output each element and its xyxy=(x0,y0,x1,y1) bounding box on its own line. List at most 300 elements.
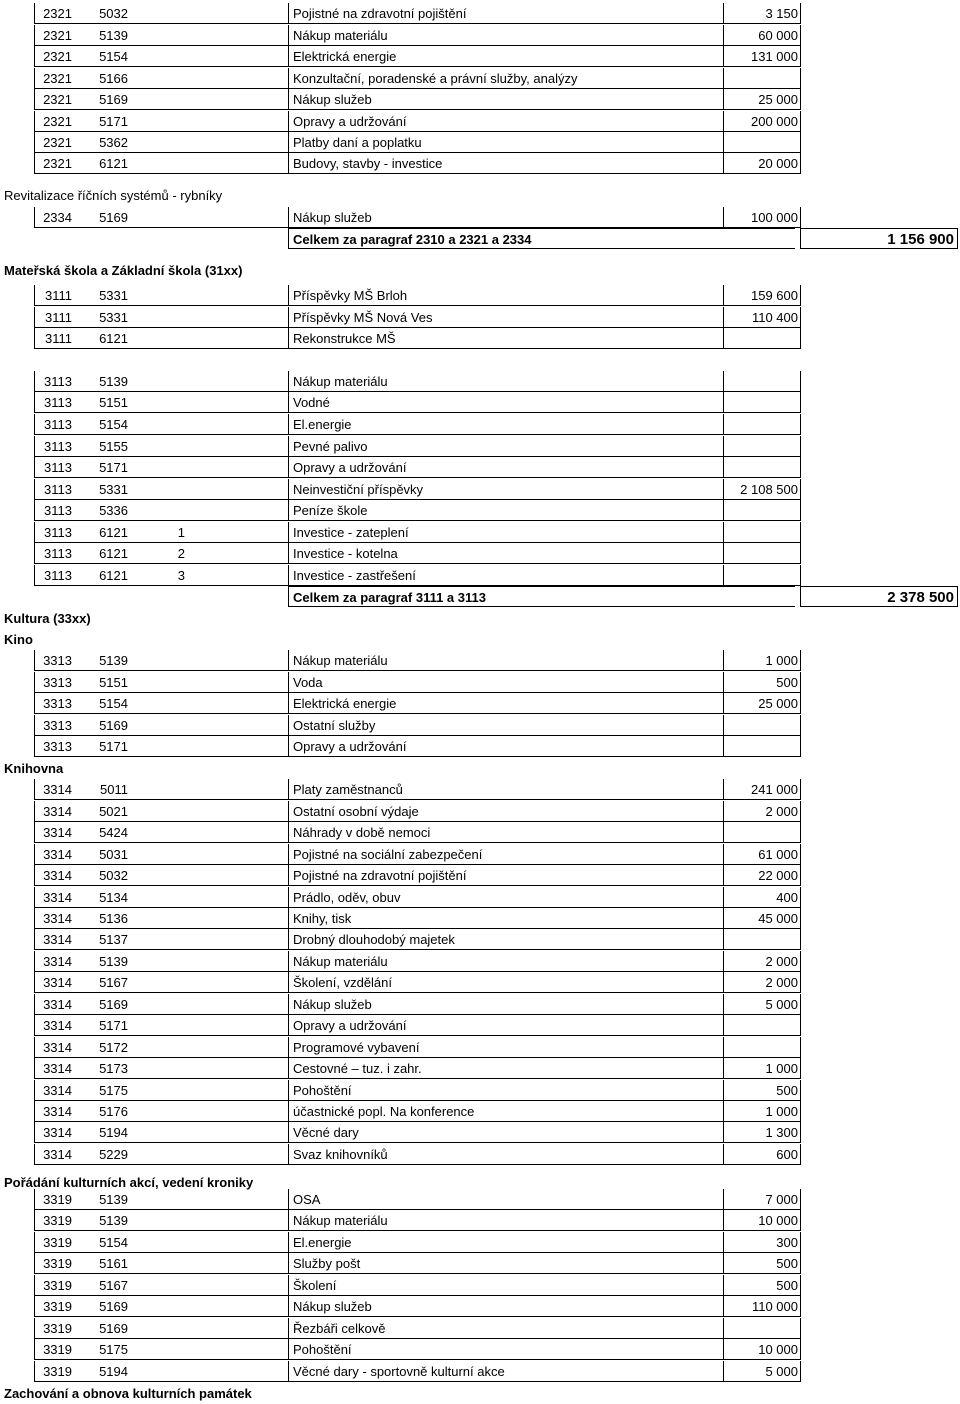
description-cell: Budovy, stavby - investice xyxy=(288,153,723,174)
amount-cell xyxy=(723,715,800,736)
description-cell: Platby daní a poplatku xyxy=(288,132,723,153)
description-cell: Opravy a udržování xyxy=(288,1015,723,1036)
amount-cell xyxy=(723,457,800,478)
item-code-cell: 6121 xyxy=(99,568,128,583)
org-cell xyxy=(128,132,185,153)
paragraph-cell: 3113 xyxy=(34,436,72,457)
org-cell: 2 xyxy=(177,546,185,561)
description-cell: Nákup služeb xyxy=(288,207,723,228)
table-row xyxy=(0,1296,960,1317)
paragraph-cell: 2334 xyxy=(34,207,72,228)
paragraph-cell: 3319 xyxy=(34,1232,72,1253)
description-cell: Nákup materiálu xyxy=(288,25,723,46)
item-code-cell: 5032 xyxy=(99,868,128,883)
table-row xyxy=(0,392,960,413)
amount-cell xyxy=(723,543,800,564)
item-code-cell: 5171 xyxy=(99,114,128,129)
description-cell: Investice - zastřešení xyxy=(288,565,723,586)
paragraph-cell: 3313 xyxy=(34,736,72,757)
item-code-cell: 5167 xyxy=(99,975,128,990)
paragraph-cell: 3113 xyxy=(34,371,72,392)
paragraph-cell: 3313 xyxy=(34,715,72,736)
item-code-cell: 5154 xyxy=(99,417,128,432)
table-row xyxy=(0,1080,960,1101)
amount-cell: 1 000 xyxy=(723,650,800,671)
item-code-cell: 5172 xyxy=(99,1040,128,1055)
paragraph-cell: 2321 xyxy=(34,89,72,110)
section-heading: Knihovna xyxy=(4,761,64,776)
description-cell: Ostatní osobní výdaje xyxy=(288,801,723,822)
org-cell xyxy=(128,822,185,843)
item-code-cell: 5171 xyxy=(99,460,128,475)
description-cell: Pojistné na sociální zabezpečení xyxy=(288,844,723,865)
amount-cell: 100 000 xyxy=(723,207,800,228)
amount-cell: 400 xyxy=(723,887,800,908)
paragraph-cell: 3314 xyxy=(34,994,72,1015)
org-cell xyxy=(128,307,185,328)
org-cell xyxy=(128,1122,185,1143)
table-row xyxy=(0,89,960,110)
table-row xyxy=(0,68,960,89)
description-cell: Pohoštění xyxy=(288,1339,723,1360)
description-cell: Řezbáři celkově xyxy=(288,1318,723,1339)
table-row xyxy=(0,1318,960,1339)
table-row xyxy=(0,457,960,478)
description-cell: El.energie xyxy=(288,1232,723,1253)
item-code-cell: 5139 xyxy=(99,653,128,668)
table-row xyxy=(0,207,960,228)
table-row xyxy=(0,3,960,24)
description-cell: Programové vybavení xyxy=(288,1037,723,1058)
item-code-cell: 5169 xyxy=(99,1299,128,1314)
item-code-cell: 5154 xyxy=(99,696,128,711)
org-cell xyxy=(128,1080,185,1101)
amount-cell xyxy=(723,736,800,757)
amount-cell: 159 600 xyxy=(723,285,800,306)
table-row xyxy=(0,479,960,500)
item-code-cell: 5032 xyxy=(99,6,128,21)
amount-cell xyxy=(723,929,800,950)
paragraph-cell: 3113 xyxy=(34,565,72,586)
item-code-cell: 6121 xyxy=(99,525,128,540)
table-row xyxy=(0,132,960,153)
item-code-cell: 5175 xyxy=(99,1342,128,1357)
table-row xyxy=(0,672,960,693)
description-cell: Nákup materiálu xyxy=(288,371,723,392)
description-cell: Pojistné na zdravotní pojištění xyxy=(288,865,723,886)
item-code-cell: 5139 xyxy=(99,954,128,969)
amount-cell: 300 xyxy=(723,1232,800,1253)
paragraph-cell: 2321 xyxy=(34,111,72,132)
item-code-cell: 5194 xyxy=(99,1364,128,1379)
amount-cell: 45 000 xyxy=(723,908,800,929)
paragraph-cell: 3313 xyxy=(34,672,72,693)
org-cell xyxy=(128,46,185,67)
org-cell xyxy=(128,371,185,392)
table-row xyxy=(0,650,960,671)
org-cell xyxy=(128,865,185,886)
org-cell xyxy=(128,844,185,865)
description-cell: Příspěvky MŠ Nová Ves xyxy=(288,307,723,328)
item-code-cell: 6121 xyxy=(99,546,128,561)
paragraph-cell: 3111 xyxy=(34,285,72,306)
org-cell xyxy=(128,500,185,521)
amount-cell: 131 000 xyxy=(723,46,800,67)
org-cell xyxy=(128,1275,185,1296)
table-row xyxy=(0,328,960,349)
org-cell xyxy=(128,457,185,478)
item-code-cell: 5331 xyxy=(99,482,128,497)
item-code-cell: 5167 xyxy=(99,1278,128,1293)
org-cell xyxy=(128,207,185,228)
paragraph-cell: 3113 xyxy=(34,522,72,543)
paragraph-cell: 3314 xyxy=(34,887,72,908)
org-cell: 1 xyxy=(177,525,185,540)
org-cell xyxy=(128,1232,185,1253)
org-cell xyxy=(128,25,185,46)
table-row xyxy=(0,25,960,46)
amount-cell: 3 150 xyxy=(723,3,800,24)
paragraph-cell: 2321 xyxy=(34,68,72,89)
amount-cell: 2 000 xyxy=(723,801,800,822)
item-code-cell: 5139 xyxy=(99,374,128,389)
org-cell xyxy=(128,1037,185,1058)
paragraph-cell: 3319 xyxy=(34,1253,72,1274)
description-cell: Elektrická energie xyxy=(288,46,723,67)
amount-cell xyxy=(723,328,800,349)
table-row xyxy=(0,1232,960,1253)
paragraph-cell: 3314 xyxy=(34,929,72,950)
org-cell xyxy=(128,153,185,174)
table-row xyxy=(0,844,960,865)
paragraph-cell: 3314 xyxy=(34,1101,72,1122)
item-code-cell: 5161 xyxy=(99,1256,128,1271)
paragraph-cell: 3111 xyxy=(34,328,72,349)
item-code-cell: 5031 xyxy=(99,847,128,862)
amount-cell: 5 000 xyxy=(723,1361,800,1382)
paragraph-cell: 3319 xyxy=(34,1339,72,1360)
org-cell xyxy=(128,68,185,89)
org-cell xyxy=(128,736,185,757)
org-cell xyxy=(128,994,185,1015)
amount-cell xyxy=(723,522,800,543)
description-cell: Rekonstrukce MŠ xyxy=(288,328,723,349)
total-label: Celkem za paragraf 2310 a 2321 a 2334 xyxy=(288,228,795,249)
paragraph-cell: 3314 xyxy=(34,1058,72,1079)
amount-cell: 7 000 xyxy=(723,1189,800,1210)
amount-cell: 241 000 xyxy=(723,779,800,800)
item-code-cell: 5229 xyxy=(99,1147,128,1162)
item-code-cell: 5151 xyxy=(99,395,128,410)
description-cell: Pojistné na zdravotní pojištění xyxy=(288,3,723,24)
table-row xyxy=(0,822,960,843)
amount-cell: 1 000 xyxy=(723,1101,800,1122)
org-cell xyxy=(128,887,185,908)
table-row xyxy=(0,1058,960,1079)
org-cell xyxy=(128,1296,185,1317)
org-cell xyxy=(128,3,185,24)
paragraph-cell: 2321 xyxy=(34,25,72,46)
description-cell: Voda xyxy=(288,672,723,693)
paragraph-cell: 3319 xyxy=(34,1296,72,1317)
amount-cell xyxy=(723,565,800,586)
paragraph-cell: 3314 xyxy=(34,779,72,800)
amount-cell: 25 000 xyxy=(723,89,800,110)
amount-cell: 110 400 xyxy=(723,307,800,328)
paragraph-cell: 3314 xyxy=(34,1015,72,1036)
description-cell: Nákup materiálu xyxy=(288,951,723,972)
section-heading: Mateřská škola a Základní škola (31xx) xyxy=(4,263,243,278)
amount-cell: 60 000 xyxy=(723,25,800,46)
item-code-cell: 5331 xyxy=(99,310,128,325)
item-code-cell: 5139 xyxy=(99,1213,128,1228)
table-row xyxy=(0,371,960,392)
table-row xyxy=(0,801,960,822)
table-row xyxy=(0,779,960,800)
item-code-cell: 5336 xyxy=(99,503,128,518)
org-cell xyxy=(128,414,185,435)
org-cell xyxy=(128,111,185,132)
item-code-cell: 5166 xyxy=(99,71,128,86)
table-row xyxy=(0,1210,960,1231)
item-code-cell: 5011 xyxy=(100,782,128,797)
org-cell xyxy=(128,801,185,822)
section-heading: Zachování a obnova kulturních památek xyxy=(4,1386,252,1401)
description-cell: Nákup služeb xyxy=(288,1296,723,1317)
org-cell xyxy=(128,1101,185,1122)
item-code-cell: 5169 xyxy=(99,718,128,733)
item-code-cell: 6121 xyxy=(99,331,128,346)
paragraph-cell: 3113 xyxy=(34,392,72,413)
item-code-cell: 5169 xyxy=(99,210,128,225)
paragraph-cell: 3314 xyxy=(34,951,72,972)
item-code-cell: 5173 xyxy=(99,1061,128,1076)
org-cell xyxy=(128,951,185,972)
table-row xyxy=(0,1339,960,1360)
item-code-cell: 5021 xyxy=(99,804,128,819)
org-cell xyxy=(128,1144,185,1165)
amount-cell xyxy=(723,436,800,457)
total-value: 1 156 900 xyxy=(800,228,958,249)
item-code-cell: 5169 xyxy=(99,92,128,107)
description-cell: Služby pošt xyxy=(288,1253,723,1274)
paragraph-cell: 3113 xyxy=(34,414,72,435)
table-row xyxy=(0,972,960,993)
item-code-cell: 5139 xyxy=(99,1192,128,1207)
table-row xyxy=(0,994,960,1015)
item-code-cell: 5134 xyxy=(99,890,128,905)
table-row xyxy=(0,1037,960,1058)
org-cell xyxy=(128,672,185,693)
amount-cell: 61 000 xyxy=(723,844,800,865)
item-code-cell: 5362 xyxy=(99,135,128,150)
description-cell: Investice - zateplení xyxy=(288,522,723,543)
item-code-cell: 5171 xyxy=(99,1018,128,1033)
amount-cell: 2 000 xyxy=(723,951,800,972)
table-row xyxy=(0,1015,960,1036)
amount-cell: 110 000 xyxy=(723,1296,800,1317)
paragraph-cell: 3319 xyxy=(34,1210,72,1231)
amount-cell xyxy=(723,132,800,153)
paragraph-cell: 3314 xyxy=(34,844,72,865)
paragraph-cell: 3113 xyxy=(34,457,72,478)
section-heading: Pořádání kulturních akcí, vedení kroniky xyxy=(4,1175,254,1190)
paragraph-cell: 3314 xyxy=(34,865,72,886)
paragraph-cell: 2321 xyxy=(34,46,72,67)
paragraph-cell: 3319 xyxy=(34,1189,72,1210)
description-cell: Neinvestiční příspěvky xyxy=(288,479,723,500)
item-code-cell: 5194 xyxy=(99,1125,128,1140)
table-row xyxy=(0,1189,960,1210)
org-cell xyxy=(128,1189,185,1210)
paragraph-cell: 3113 xyxy=(34,543,72,564)
paragraph-cell: 3314 xyxy=(34,801,72,822)
table-row xyxy=(0,522,960,543)
amount-cell: 10 000 xyxy=(723,1210,800,1231)
item-code-cell: 5169 xyxy=(99,997,128,1012)
description-cell: Cestovné – tuz. i zahr. xyxy=(288,1058,723,1079)
item-code-cell: 5155 xyxy=(99,439,128,454)
description-cell: Opravy a udržování xyxy=(288,111,723,132)
org-cell xyxy=(128,479,185,500)
org-cell xyxy=(128,1210,185,1231)
table-row xyxy=(0,153,960,174)
item-code-cell: 5424 xyxy=(99,825,128,840)
item-code-cell: 5154 xyxy=(99,1235,128,1250)
total-label: Celkem za paragraf 3111 a 3113 xyxy=(288,586,795,607)
amount-cell xyxy=(723,1015,800,1036)
amount-cell xyxy=(723,414,800,435)
amount-cell xyxy=(723,392,800,413)
table-row xyxy=(0,1253,960,1274)
amount-cell xyxy=(723,371,800,392)
item-code-cell: 5154 xyxy=(99,49,128,64)
table-row xyxy=(0,1275,960,1296)
org-cell xyxy=(128,693,185,714)
item-code-cell: 5136 xyxy=(99,911,128,926)
description-cell: Peníze škole xyxy=(288,500,723,521)
description-cell: účastnické popl. Na konference xyxy=(288,1101,723,1122)
org-cell xyxy=(128,436,185,457)
amount-cell xyxy=(723,500,800,521)
description-cell: Nákup materiálu xyxy=(288,1210,723,1231)
amount-cell: 500 xyxy=(723,1080,800,1101)
amount-cell: 600 xyxy=(723,1144,800,1165)
amount-cell xyxy=(723,68,800,89)
table-row xyxy=(0,285,960,306)
description-cell: Prádlo, oděv, obuv xyxy=(288,887,723,908)
table-row xyxy=(0,543,960,564)
table-row xyxy=(0,1144,960,1165)
org-cell xyxy=(128,1339,185,1360)
description-cell: Knihy, tisk xyxy=(288,908,723,929)
table-row xyxy=(0,693,960,714)
paragraph-cell: 3314 xyxy=(34,822,72,843)
description-cell: Věcné dary - sportovně kulturní akce xyxy=(288,1361,723,1382)
org-cell xyxy=(128,285,185,306)
amount-cell: 500 xyxy=(723,1253,800,1274)
amount-cell xyxy=(723,822,800,843)
description-cell: Pohoštění xyxy=(288,1080,723,1101)
paragraph-cell: 3319 xyxy=(34,1275,72,1296)
table-row xyxy=(0,951,960,972)
section-heading: Revitalizace říčních systémů - rybníky xyxy=(4,188,223,203)
paragraph-cell: 3319 xyxy=(34,1361,72,1382)
org-cell xyxy=(128,779,185,800)
org-cell xyxy=(128,328,185,349)
amount-cell: 25 000 xyxy=(723,693,800,714)
description-cell: Školení, vzdělání xyxy=(288,972,723,993)
amount-cell: 2 108 500 xyxy=(723,479,800,500)
org-cell xyxy=(128,392,185,413)
amount-cell xyxy=(723,1037,800,1058)
table-row xyxy=(0,500,960,521)
amount-cell: 20 000 xyxy=(723,153,800,174)
description-cell: Elektrická energie xyxy=(288,693,723,714)
paragraph-cell: 3313 xyxy=(34,693,72,714)
table-row xyxy=(0,307,960,328)
paragraph-cell: 2321 xyxy=(34,153,72,174)
table-row xyxy=(0,929,960,950)
amount-cell: 1 000 xyxy=(723,1058,800,1079)
paragraph-cell: 3314 xyxy=(34,1122,72,1143)
description-cell: Ostatní služby xyxy=(288,715,723,736)
amount-cell: 10 000 xyxy=(723,1339,800,1360)
description-cell: Nákup služeb xyxy=(288,994,723,1015)
paragraph-cell: 2321 xyxy=(34,3,72,24)
item-code-cell: 5171 xyxy=(99,739,128,754)
org-cell xyxy=(128,1318,185,1339)
paragraph-cell: 3319 xyxy=(34,1318,72,1339)
table-row xyxy=(0,565,960,586)
table-row xyxy=(0,736,960,757)
table-row xyxy=(0,414,960,435)
paragraph-cell: 3314 xyxy=(34,1037,72,1058)
description-cell: OSA xyxy=(288,1189,723,1210)
table-row xyxy=(0,865,960,886)
description-cell: Nákup služeb xyxy=(288,89,723,110)
total-row xyxy=(0,586,960,607)
table-row xyxy=(0,436,960,457)
org-cell xyxy=(128,1015,185,1036)
amount-cell: 1 300 xyxy=(723,1122,800,1143)
org-cell xyxy=(128,908,185,929)
description-cell: Vodné xyxy=(288,392,723,413)
description-cell: Školení xyxy=(288,1275,723,1296)
amount-cell: 22 000 xyxy=(723,865,800,886)
item-code-cell: 5151 xyxy=(99,675,128,690)
description-cell: Příspěvky MŠ Brloh xyxy=(288,285,723,306)
paragraph-cell: 3113 xyxy=(34,479,72,500)
amount-cell: 500 xyxy=(723,672,800,693)
description-cell: El.energie xyxy=(288,414,723,435)
description-cell: Náhrady v době nemoci xyxy=(288,822,723,843)
paragraph-cell: 3314 xyxy=(34,1144,72,1165)
description-cell: Pevné palivo xyxy=(288,436,723,457)
description-cell: Investice - kotelna xyxy=(288,543,723,564)
table-row xyxy=(0,111,960,132)
table-row xyxy=(0,1361,960,1382)
amount-cell: 200 000 xyxy=(723,111,800,132)
amount-cell: 500 xyxy=(723,1275,800,1296)
table-row xyxy=(0,1101,960,1122)
description-cell: Opravy a udržování xyxy=(288,457,723,478)
description-cell: Konzultační, poradenské a právní služby, analýzy xyxy=(288,68,723,89)
description-cell: Platy zaměstnanců xyxy=(288,779,723,800)
table-row xyxy=(0,715,960,736)
section-heading: Kultura (33xx) xyxy=(4,611,91,626)
paragraph-cell: 3314 xyxy=(34,908,72,929)
